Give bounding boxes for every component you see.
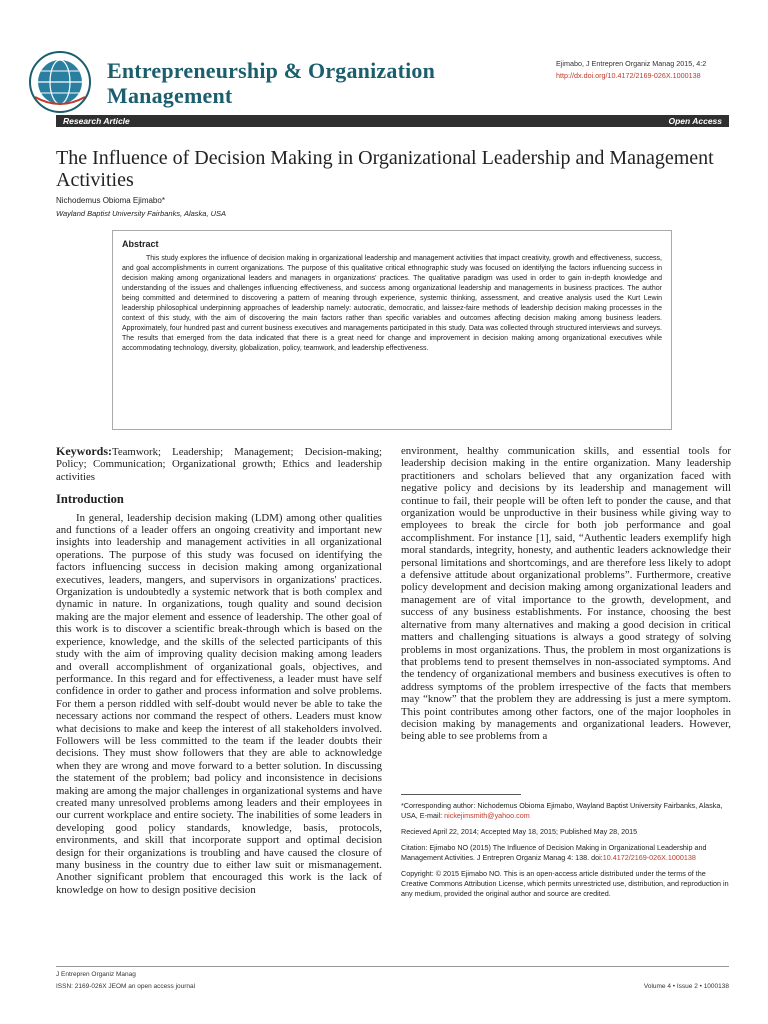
footer-journal-abbrev: J Entrepren Organiz Manag <box>56 971 136 978</box>
citation-line: Ejimabo, J Entrepren Organiz Manag 2015, 4:2 <box>556 59 707 68</box>
introduction-paragraph-continued: environment, healthy communication skills, and essential tools for leadership decision making in the entire organization. Many leadership practitioners and scholars believed that any organization faced with negative policy and decisions by its leadership and management will continue to fail, their people will be often left to ponder the cause, and that organization would be unproductive in their business while giving way to employees to break the circle for both job performance and goal accomplishment. For instance [1], said, “Authentic leaders exemplify high moral standards, integrity, honesty, and authentic leaders acknowledge their personal limitations and shortcomings, and are therefore less likely to adopt a defensive attitude about organizational problems”. Furthermore, creative policy development and decision making among organizational leaders and management are of vital importance to the growth, development, and success of any business establishments. For instance, choosing the best alternative from many alternatives and making a good decision in critical matters and challenging situations is always a good strategy of solving problems in most organizations. Thus, the problem in most organizations is that problems tend to present themselves in non-associated symptoms. And the tendency of organizational members and business executives is often to address symptoms of the problem irrespective of the facts that members may “know” that the problem they are addressing is just a mere symptom. This point contributes among other factors, one of the major loopholes in decision making by managements and organizational leaders. However, being able to see problems from a <box>401 445 731 743</box>
corresponding-author-note <box>401 801 731 821</box>
footer-divider <box>56 966 729 967</box>
journal-logo-icon <box>27 49 93 115</box>
citation-header <box>556 58 741 82</box>
introduction-paragraph: In general, leadership decision making (LDM) among other qualities and functions of a leader offers an ongoing creativity and important new insights into leadership and management activities in all organizational operations. The purpose of this study was focused on identifying the factors influencing success in decision making among organizational executives, leaders, mangers, and supervisors in organizations' practices. Organization is undoubtedly a systemic network that is both complex and dynamic in nature. In organizations, tough quality and sound decision making are the major element and essence of leadership. The other goal of this work is to discover a scientific break-through which is based on the experience, knowledge, and the skills of the selected participants of this study with the aim of improving quality decision making among leaders and overall accomplishment of organizational goals, objectives, and performance. In this regard and for effectiveness, a leader must have self confidence in order to gather and process information and solve problems. For them a person riddled with self-doubt would never be able to take the necessary actions nor command the respect of others. Leaders must know what decisions to make and keep the interest of all stakeholders involved. Followers will be less committed to the team if the leader doubts their decisions. They must show followers that they are able to acknowledge when they are wrong and move forward to a better solution. In discussing the statement of the problem; bad policy and inconsistence in decisions making are among the major challenges in organizational systems and have created many unresolved problems among leaders and their employees in our current workplace and entire society. The inabilities of some leaders in developing good policy standards, knowledge, basis, protocols, environments, and skill that incorporate support and optimal decision design for their organizations is troubling and have caused the closure of many business in the country due to either law suit or mismanagement. Another significant problem that encouraged this work is the lack of knowledge on how to design positive decision <box>56 511 383 896</box>
article-type-label: Research Article <box>63 116 130 126</box>
abstract-text: This study explores the influence of decision making in organizational leadership and management activities that impact creativity, growth and effectiveness, success, and goal accomplishments in current organizations. The purpose of this qualitative critical ethnographic study was focused on identifying the factors influencing success in decision making among organizational leaders and managers in organizations' practices. The qualitative paradigm was used in order to gain in-depth knowledge and understanding of the issues and challenges influencing effectiveness, and success among organizational leadership and managements in business practices. The author being committed and determined to discovering a pattern of meaning through experience, systemic thinking, assessment, and creative analysis used the Kurt Lewin leadership philosophical underpinning approaches of leadership namely: autocratic, democratic, and laissez-faire methods of leadership decision making processes in the context of this study, with the aim of discovering the main factors rather than specific variables and outcomes affecting decision making among business leaders. Approximately, four hundred past and current business executives and managements participated in this study. Data was collected through structured interviews and surveys. The results that emerged from the data indicated that there is a great need for change and improvement in decision making among organizational executives while accommodating technology, diversity, globalization, policy, teamwork, and leadership effectiveness. <box>122 255 662 352</box>
citation-text: Citation: Ejimabo NO (2015) The Influence of Decision Making in Organizational Leadership and Management Activities. J Entrepren Organiz Manag 4: 138. doi: <box>401 843 707 862</box>
body-column-right <box>401 445 731 743</box>
footer-volume: Volume 4 • Issue 2 • 1000138 <box>643 983 729 990</box>
page-footer <box>56 966 729 1006</box>
keywords <box>56 445 382 483</box>
citation-note <box>401 843 731 863</box>
section-heading-introduction: Introduction <box>56 492 124 507</box>
corresponding-author-text: *Corresponding author: Nichodemus Obioma Ejimabo, Wayland Baptist University Fairbanks, Alaska, USA, E-mail: <box>401 801 723 820</box>
footnote-divider <box>401 794 521 795</box>
author-affiliation: Wayland Baptist University Fairbanks, Alaska, USA <box>56 209 227 218</box>
footnotes <box>401 794 731 905</box>
doi-link[interactable]: http://dx.doi.org/10.4172/2169-026X.1000138 <box>556 71 701 80</box>
received-dates: Recieved April 22, 2014; Accepted May 18, 2015; Published May 28, 2015 <box>401 827 638 836</box>
journal-name: Entrepreneurship & Organization Management <box>107 58 436 108</box>
body-column-left <box>56 445 382 896</box>
open-access-label: Open Access <box>668 116 722 126</box>
article-title: The Influence of Decision Making in Organizational Leadership and Management Activities <box>56 147 714 191</box>
author-email-link[interactable]: nickejimsmith@yahoo.com <box>444 811 530 820</box>
keywords-text: Teamwork; Leadership; Management; Decision-making; Policy; Communication; Organizational growth; Ethics and leadership activities <box>56 446 382 483</box>
citation-doi-link[interactable]: 10.4172/2169-026X.1000138 <box>602 853 696 862</box>
abstract-heading: Abstract <box>122 239 159 249</box>
keywords-label: Keywords: <box>56 444 112 458</box>
article-type-bar <box>56 115 729 127</box>
abstract-box <box>112 230 672 430</box>
author-name: Nichodemus Obioma Ejimabo* <box>56 196 165 205</box>
copyright-note: Copyright: © 2015 Ejimabo NO. This is an open-access article distributed under the terms of the Creative Commons Attribution License, which permits unrestricted use, distribution, and reproduction in any medium, provided the original author and source are credited. <box>401 869 729 898</box>
footer-issn: ISSN: 2169-026X JEOM an open access journal <box>56 983 196 990</box>
